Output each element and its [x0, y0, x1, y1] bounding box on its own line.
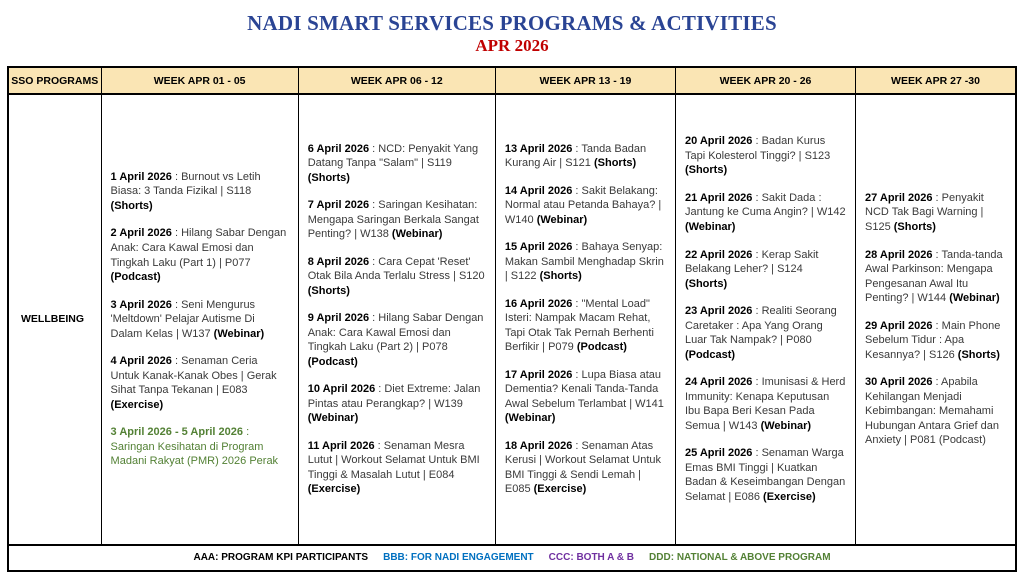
event: 21 April 2026 : Sakit Dada : Jantung ke Cuma Angin? | W142 (Webinar) — [684, 191, 846, 233]
event: 16 April 2026 : "Mental Load" Isteri: Nampak Macam Rehat, Tapi Otak Tak Pernah Berhenti Berfikir | P079 (Podcast) — [504, 297, 654, 354]
event: 13 April 2026 : Tanda Badan Kurang Air | S121 (Shorts) — [504, 142, 647, 170]
event-date: 14 April 2026 — [504, 184, 573, 197]
legend-item: DDD: NATIONAL & ABOVE PROGRAM — [649, 552, 831, 564]
event-type-tag: (Shorts) — [684, 164, 728, 177]
event-type-tag: (Webinar) — [504, 412, 556, 425]
event-date: 4 April 2026 — [110, 355, 172, 368]
event-date: 13 April 2026 — [504, 142, 573, 155]
event-type-tag: (Shorts) — [110, 199, 153, 212]
event-type-tag: (Shorts) — [307, 284, 350, 297]
week-cell-1 — [102, 95, 299, 544]
event-type-tag: (Webinar) — [213, 327, 265, 340]
event-type-tag: (Webinar) — [949, 292, 1000, 305]
event-date: 3 April 2026 — [110, 298, 172, 311]
event: 17 April 2026 : Lupa Biasa atau Dementia? Kenali Tanda-Tanda Awal Sebelum Terlambat | W141 (Webinar) — [504, 368, 664, 425]
event: 15 April 2026 : Bahaya Senyap: Makan Sambil Menghadap Skrin | S122 (Shorts) — [504, 241, 664, 283]
event-date: 30 April 2026 — [865, 376, 933, 389]
event-date: 16 April 2026 — [504, 297, 573, 310]
event: 24 April 2026 : Imunisasi & Herd Immunity: Kenapa Keputusan Ibu Bapa Beri Kesan Pada Semua | W143 (Webinar) — [684, 376, 846, 432]
legend-item: CCC: BOTH A & B — [548, 552, 635, 564]
event: 20 April 2026 : Badan Kurus Tapi Kolesterol Tinggi? | S123 (Shorts) — [684, 135, 831, 177]
event-date: 29 April 2026 — [865, 319, 933, 332]
event-date: 6 April 2026 — [307, 142, 370, 155]
event-type-tag: (Exercise) — [533, 483, 587, 496]
legend-row — [9, 546, 1015, 570]
event-date: 9 April 2026 — [307, 312, 370, 325]
event: 10 April 2026 : Diet Extreme: Jalan Pintas atau Perangkap? | W139 (Webinar) — [307, 383, 481, 425]
event-type-tag: (Webinar) — [391, 228, 443, 241]
event-date: 25 April 2026 — [684, 447, 753, 460]
event: 7 April 2026 : Saringan Kesihatan: Mengapa Saringan Berkala Sangat Penting? | W138 (Webinar) — [307, 199, 479, 241]
event-date: 27 April 2026 — [865, 191, 933, 204]
event: 8 April 2026 : Cara Cepat 'Reset' Otak Bila Anda Terlalu Stress | S120 (Shorts) — [307, 255, 485, 297]
event: 25 April 2026 : Senaman Warga Emas BMI Tinggi | Kuatkan Badan & Keseimbangan Dengan Selamat | E086 (Exercise) — [684, 447, 846, 503]
event-type-tag: (Exercise) — [307, 483, 361, 496]
event-date: 23 April 2026 — [684, 305, 753, 318]
page-title: NADI SMART SERVICES PROGRAMS & ACTIVITIES — [247, 11, 777, 35]
event: 14 April 2026 : Sakit Belakang: Normal atau Petanda Bahaya? | W140 (Webinar) — [504, 184, 662, 226]
page-subtitle: APR 2026 — [475, 36, 549, 56]
event-type-tag: (Podcast) — [684, 348, 736, 361]
event-date: 3 April 2026 - 5 April 2026 — [110, 426, 244, 439]
event: 27 April 2026 : Penyakit NCD Tak Bagi Warning | S125 (Shorts) — [865, 191, 984, 233]
event-date: 18 April 2026 — [504, 439, 573, 452]
header-row — [9, 68, 1015, 95]
event: 11 April 2026 : Senaman Mesra Lutut | Workout Selamat Untuk BMI Tinggi & Masalah Lutut | E084 (Exercise) — [307, 439, 480, 496]
event: 1 April 2026 : Burnout vs Letih Biasa: 3 Tanda Fizikal | S118 (Shorts) — [110, 170, 261, 212]
event-type-tag: (Podcast) — [576, 341, 627, 354]
event-date: 2 April 2026 — [110, 227, 172, 240]
week-cell-2 — [299, 95, 496, 544]
event-date: 17 April 2026 — [504, 368, 573, 381]
column-header-sso-programs: SSO PROGRAMS — [9, 68, 102, 93]
event-type-tag: (Webinar) — [307, 412, 359, 425]
event-type-tag: (Webinar) — [684, 220, 736, 233]
event-type-tag: (Exercise) — [763, 490, 816, 503]
event-type-tag: (Exercise) — [110, 398, 164, 411]
event: 2 April 2026 : Hilang Sabar Dengan Anak: Cara Kawal Emosi dan Tingkah Laku (Part 1) | P077 (Podcast) — [110, 227, 287, 284]
event-date: 21 April 2026 — [684, 191, 753, 204]
body-row — [9, 95, 1015, 546]
event-date: 15 April 2026 — [504, 241, 573, 254]
event-date: 10 April 2026 — [307, 383, 376, 396]
event-type-tag: (Webinar) — [536, 213, 588, 226]
column-header-week-2: WEEK APR 06 - 12 — [299, 68, 496, 93]
event: 3 April 2026 - 5 April 2026 : Saringan Kesihatan di Program Madani Rakyat (PMR) 2026 Perak — [110, 426, 279, 468]
event-type-tag: (Podcast) — [110, 271, 161, 284]
event-type-tag: (Webinar) — [760, 419, 812, 432]
legend-item: BBB: FOR NADI ENGAGEMENT — [383, 552, 534, 564]
column-header-week-5: WEEK APR 27 -30 — [891, 74, 980, 87]
event: 22 April 2026 : Kerap Sakit Belakang Leher? | S124 (Shorts) — [684, 248, 819, 290]
event-date: 7 April 2026 — [307, 199, 370, 212]
event-type-tag: (Shorts) — [307, 171, 350, 184]
row-label-wellbeing: WELLBEING — [9, 95, 102, 544]
event-type-tag: (Shorts) — [893, 220, 936, 233]
event: 4 April 2026 : Senaman Ceria Untuk Kanak-Kanak Obes | Gerak Sihat Tanpa Tekanan | E083 (Exercise) — [110, 355, 277, 411]
event-date: 22 April 2026 — [684, 248, 753, 261]
event-date: 24 April 2026 — [684, 376, 753, 389]
event: 3 April 2026 : Seni Mengurus 'Meltdown' Pelajar Autisme Di Dalam Kelas | W137 (Webinar) — [110, 298, 265, 340]
week-cell-4 — [676, 95, 856, 544]
column-header-week-1: WEEK APR 01 - 05 — [102, 68, 299, 93]
column-header-week-3: WEEK APR 13 - 19 — [496, 68, 676, 93]
schedule-table — [7, 66, 1017, 572]
event: 18 April 2026 : Senaman Atas Kerusi | Workout Selamat Untuk BMI Tinggi & Sendi Lemah | E085 (Exercise) — [504, 439, 661, 496]
event-date: 28 April 2026 — [865, 248, 933, 261]
event-type-tag: (Shorts) — [593, 157, 637, 170]
event-date: 8 April 2026 — [307, 255, 370, 268]
event: 29 April 2026 : Main Phone Sebelum Tidur : Apa Kesannya? | S126 (Shorts) — [865, 319, 1001, 361]
event-type-tag: (Shorts) — [957, 348, 1000, 361]
event-date: 20 April 2026 — [684, 135, 753, 148]
event: 30 April 2026 : Apabila Kehilangan Menjadi Kebimbangan: Memahami Hubungan Antara Grief dan Anxiety | P081 (Podcast) — [865, 376, 999, 447]
event-type-tag: (Shorts) — [539, 270, 582, 283]
week-cell-5 — [856, 95, 1015, 544]
event: 9 April 2026 : Hilang Sabar Dengan Anak: Cara Kawal Emosi dan Tingkah Laku (Part 2) | P078 (Podcast) — [307, 312, 484, 368]
column-header-week-4: WEEK APR 20 - 26 — [676, 68, 856, 93]
event-date: 11 April 2026 — [307, 439, 375, 452]
event-type-tag: (Podcast) — [307, 355, 358, 368]
event-type-tag: (Shorts) — [684, 277, 728, 290]
week-cell-3 — [496, 95, 676, 544]
event: 23 April 2026 : Realiti Seorang Caretaker : Apa Yang Orang Luar Tak Nampak? | P080 (Podcast) — [684, 305, 837, 361]
event: 6 April 2026 : NCD: Penyakit Yang Datang Tanpa "Salam" | S119 (Shorts) — [307, 142, 479, 184]
event: 28 April 2026 : Tanda-tanda Awal Parkinson: Mengapa Pengesanan Awal Itu Penting? | W144 (Webinar) — [865, 248, 1003, 305]
event-date: 1 April 2026 — [110, 170, 172, 183]
legend-item: AAA: PROGRAM KPI PARTICIPANTS — [193, 552, 369, 564]
